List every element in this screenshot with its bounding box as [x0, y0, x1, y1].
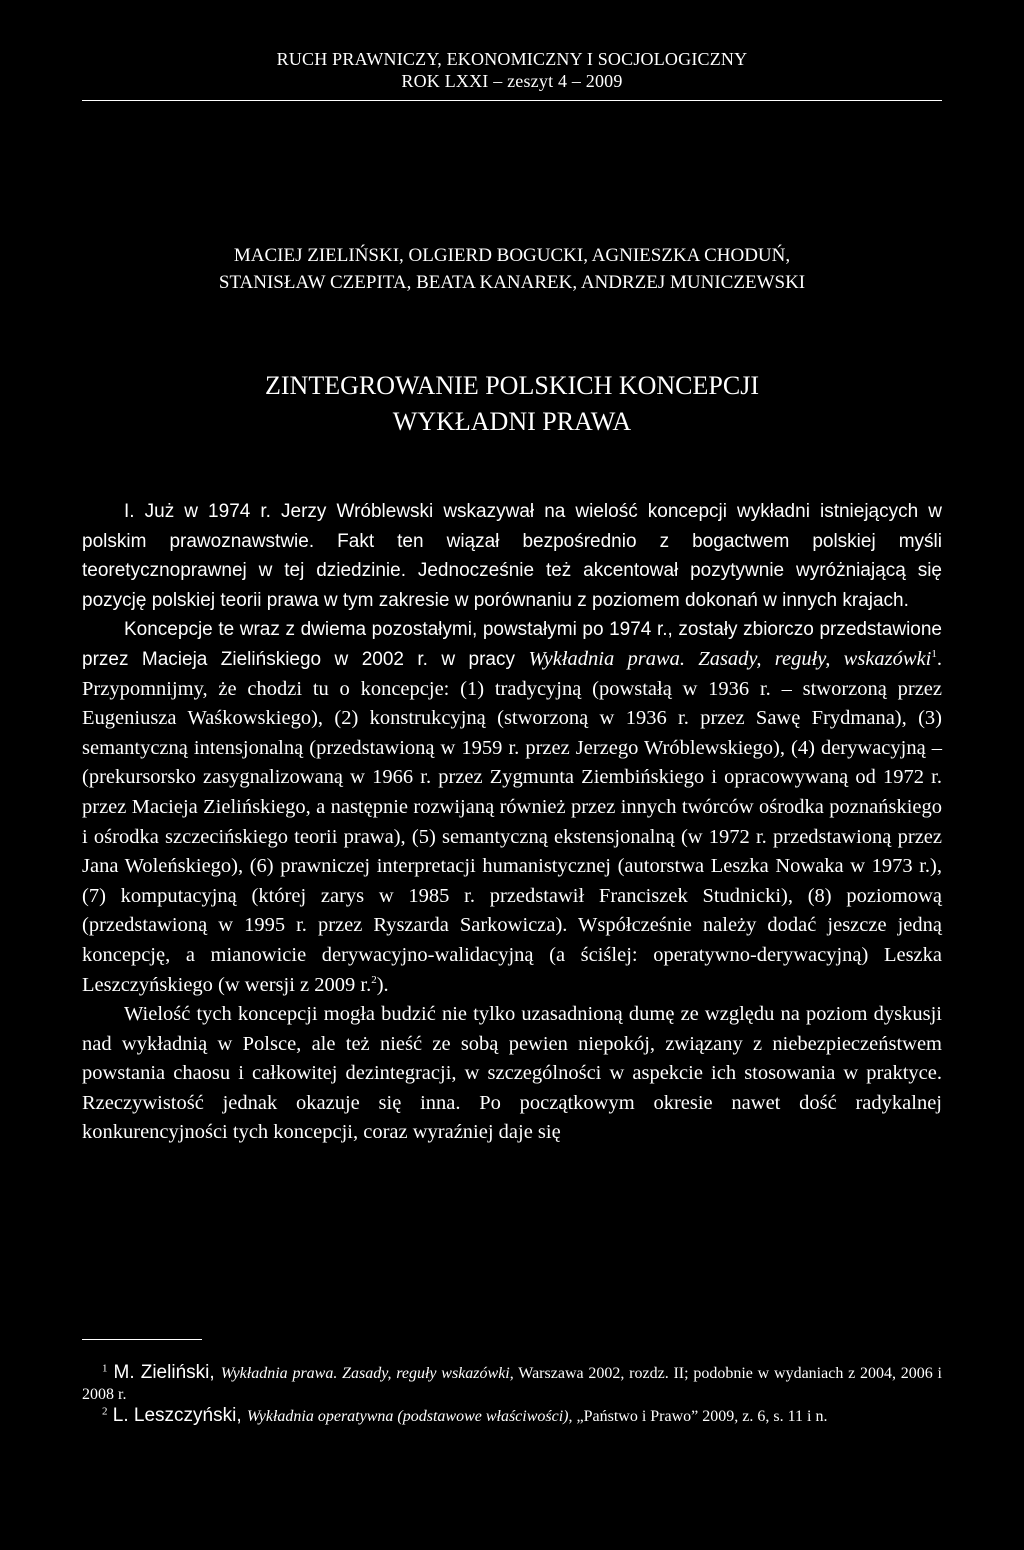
author-line-1: MACIEJ ZIELIŃSKI, OLGIERD BOGUCKI, AGNIESZKA CHODUŃ,	[233, 245, 791, 266]
footnote-rest: , „Państwo i Prawo” 2009, z. 6, s. 11 i n.	[568, 1408, 828, 1425]
paragraph-intro	[82, 497, 942, 615]
journal-name: RUCH PRAWNICZY, EKONOMICZNY I SOCJOLOGICZNY	[276, 49, 748, 69]
footnote-author: M. Zieliński,	[107, 1362, 221, 1383]
title-line-2: WYKŁADNI PRAWA	[392, 407, 632, 436]
footnote-number: 1	[102, 1362, 108, 1375]
title-line-1: ZINTEGROWANIE POLSKICH KONCEPCJI	[265, 371, 759, 400]
author-line-2: STANISŁAW CZEPITA, BEATA KANAREK, ANDRZEJ MUNICZEWSKI	[218, 272, 806, 293]
footnote-ref-2[interactable]: 2	[371, 973, 377, 986]
footnote-author: L. Leszczyński,	[107, 1405, 247, 1426]
footnote-divider	[82, 1339, 202, 1340]
footnote-2	[82, 1405, 942, 1427]
footnote-ref-1[interactable]: 1	[931, 648, 937, 661]
header-divider	[82, 100, 942, 101]
author-list	[82, 242, 942, 296]
book-title: Wykładnia prawa. Zasady, reguły, wskazówki	[528, 647, 932, 670]
footnotes	[82, 1362, 942, 1427]
article-title	[82, 368, 942, 440]
paragraph-concepts	[82, 615, 942, 1000]
paragraph-concepts-text-b: . Przypomnijmy, że chodzi tu o koncepcje: (1) tradycyjną (powstałą w 1936 r. – stworzoną przez Eugeniusza Waśkowskiego), (2) konstrukcyjną (stworzoną w 1936 r. przez Sawę Frydmana), (3) semantyczną intensjonalną (przedstawioną w 1959 r. przez Jerzego Wróblewskiego), (4) derywacyjną – (prekursorsko zasygnalizowaną w 1966 r. przez Zygmunta Ziembińskiego i opracowywaną od 1972 r. przez Macieja Zielińskiego, a następnie rozwijaną również przez innych twórców ośrodka poznańskiego i ośrodka szczecińskiego teorii prawa), (5) semantyczną ekstensjonalną (w 1972 r. przedstawioną przez Jana Woleńskiego), (6) prawniczej interpretacji humanistycznej (autorstwa Leszka Nowaka w 1973 r.), (7) komputacyjną (której zarys w 1985 r. przedstawił Franciszek Studnicki), (8) poziomową (przedstawioną w 1995 r. przez Ryszarda Sarkowicza). Współcześnie należy dodać jeszcze jedną koncepcję, a mianowicie derywacyjno-walidacyjną (a ściślej: operatywno-derywacyjną) Leszka Leszczyńskiego (w wersji z 2009 r.	[82, 647, 942, 996]
footnote-rest: , Warszawa 2002, rozdz. II; podobnie w wydaniach z 2004, 2006 i 2008 r.	[82, 1365, 943, 1403]
footnote-work: Wykładnia operatywna (podstawowe właściwości)	[246, 1408, 569, 1425]
footnote-1	[82, 1362, 942, 1405]
article-body	[82, 497, 942, 1148]
footnote-number: 2	[102, 1405, 108, 1418]
journal-header	[82, 48, 942, 92]
paragraph-concepts-text-a: Koncepcje te wraz z dwiema pozostałymi, powstałymi po 1974 r., zostały zbiorczo przedstawione przez Macieja Zielińskiego w 2002 r. w pracy	[82, 619, 942, 670]
document-page	[82, 0, 942, 1550]
paragraph-concepts-text-c: ).	[376, 973, 389, 996]
footnote-work: Wykładnia prawa. Zasady, reguły wskazówki	[220, 1365, 510, 1382]
journal-issue: ROK LXXI – zeszyt 4 – 2009	[401, 71, 623, 91]
paragraph-plurality: Wielość tych koncepcji mogła budzić nie tylko uzasadnioną dumę ze względu na poziom dyskusji nad wykładnią w Polsce, ale też nieść ze sobą pewien niepokój, związany z niebezpieczeństwem powstania chaosu i całkowitej dezintegracji, w szczególności w aspekcie ich stosowania w praktyce. Rzeczywistość jednak okazuje się inna. Po początkowym okresie nawet dość radykalnej konkurencyjności tych koncepcji, coraz wyraźniej daje się	[82, 1003, 942, 1144]
paragraph-intro-text: I. Już w 1974 r. Jerzy Wróblewski wskazywał na wielość koncepcji wykładni istniejących w polskim prawoznawstwie. Fakt ten wiązał bezpośrednio z bogactwem polskiej myśli teoretycznoprawnej w tej dziedzinie. Jednocześnie też akcentował pozytywnie wyróżniającą się pozycję polskiej teorii prawa w tym zakresie w porównaniu z poziomem dokonań w innych krajach.	[82, 501, 942, 611]
